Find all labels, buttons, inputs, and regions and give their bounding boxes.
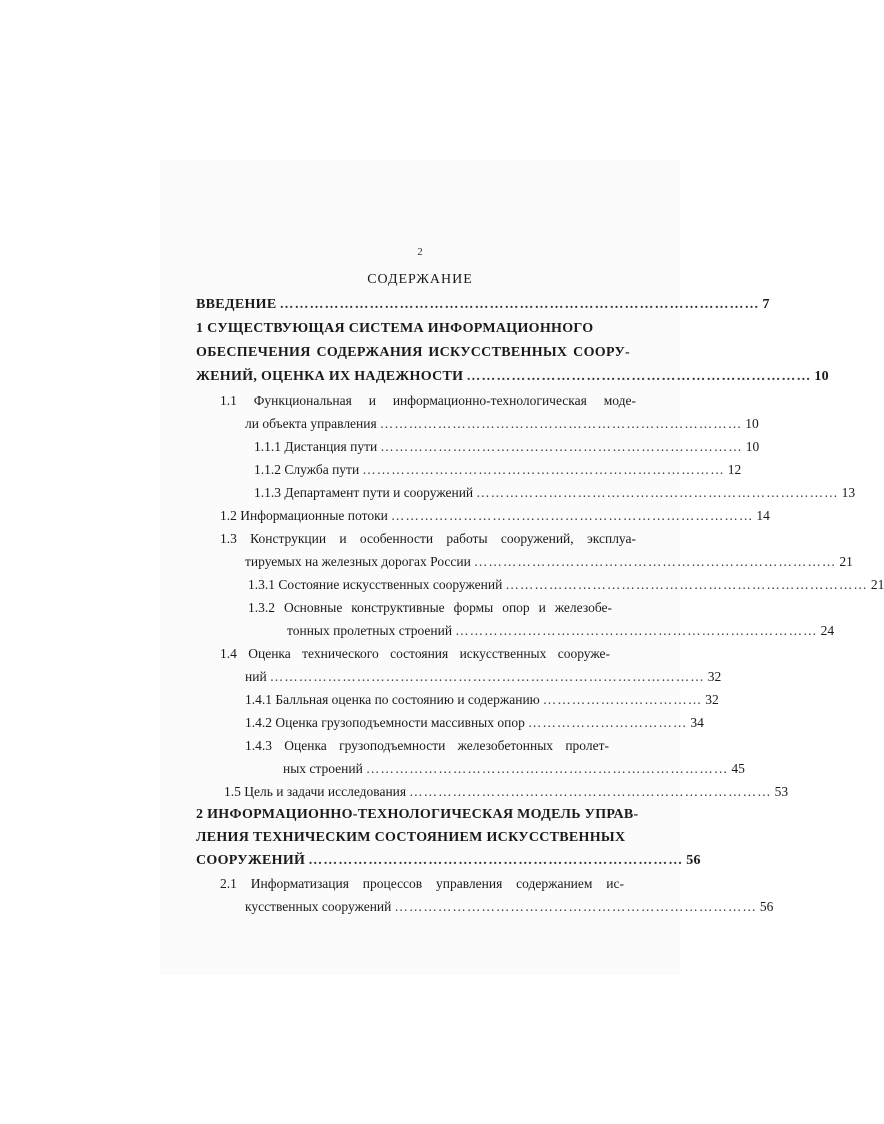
toc-chapter2-line2: ЛЕНИЯ ТЕХНИЧЕСКИМ СОСТОЯНИЕМ ИСКУССТВЕННЫХ [196,830,626,845]
toc-1-3-2-line1: 1.3.2 Основные конструктивные формы опор и железобе- [248,600,612,615]
toc-chapter1: ЖЕНИЙ, ОЦЕНКА ИХ НАДЕЖНОСТИ …………………………………………………………… 10 [196,369,829,384]
toc-1-4-3-line1: 1.4.3 Оценка грузоподъемности железобетонных пролет- [245,738,609,753]
toc-heading: СОДЕРЖАНИЕ [367,272,473,287]
toc-1-1-2: 1.1.2 Служба пути ………………………………………………………………… 12 [254,462,742,477]
toc-entry-intro: ВВЕДЕНИЕ …………………………………………………………………………………… 7 [196,297,770,312]
toc-1-4: ний ……………………………………………………………………………… 32 [245,669,722,684]
toc-1-4-1: 1.4.1 Балльная оценка по состоянию и содержанию …………………………… 32 [245,692,719,707]
toc-1-3: тируемых на железных дорогах России ………………………………………………………………… 21 [245,554,853,569]
toc-1-3-line1: 1.3 Конструкции и особенности работы сооружений, эксплуа- [220,531,636,546]
toc-chapter2: СООРУЖЕНИЙ ………………………………………………………………… 56 [196,853,701,868]
toc-1-5: 1.5 Цель и задачи исследования ………………………………………………………………… 53 [224,784,789,799]
toc-chapter1-line2: ОБЕСПЕЧЕНИЯ СОДЕРЖАНИЯ ИСКУССТВЕННЫХ СООРУ- [196,345,630,360]
page-number: 2 [417,246,423,258]
toc-1-4-2: 1.4.2 Оценка грузоподъемности массивных опор …………………………… 34 [245,715,704,730]
toc-1-4-line1: 1.4 Оценка технического состояния искусственных сооруже- [220,646,610,661]
toc-1-1-3: 1.1.3 Департамент пути и сооружений ………………………………………………………………… 13 [254,485,856,500]
toc-chapter2-line1: 2 ИНФОРМАЦИОННО-ТЕХНОЛОГИЧЕСКАЯ МОДЕЛЬ УПРАВ- [196,807,639,822]
toc-1-4-3: ных строений ………………………………………………………………… 45 [283,761,745,776]
toc-chapter1-line1: 1 СУЩЕСТВУЮЩАЯ СИСТЕМА ИНФОРМАЦИОННОГО [196,321,594,336]
toc-2-1-line1: 2.1 Информатизация процессов управления содержанием ис- [220,876,624,891]
toc-1-3-2: тонных пролетных строений ………………………………………………………………… 24 [287,623,835,638]
toc-1-2: 1.2 Информационные потоки ………………………………………………………………… 14 [220,508,770,523]
toc-1-1-1: 1.1.1 Дистанция пути ………………………………………………………………… 10 [254,439,760,454]
toc-1-1: ли объекта управления ………………………………………………………………… 10 [245,416,759,431]
toc-1-1-line1: 1.1 Функциональная и информационно-технологическая моде- [220,393,636,408]
toc-2-1: кусственных сооружений ………………………………………………………………… 56 [245,899,774,914]
toc-1-3-1: 1.3.1 Состояние искусственных сооружений ………………………………………………………………… 21 [248,577,884,592]
